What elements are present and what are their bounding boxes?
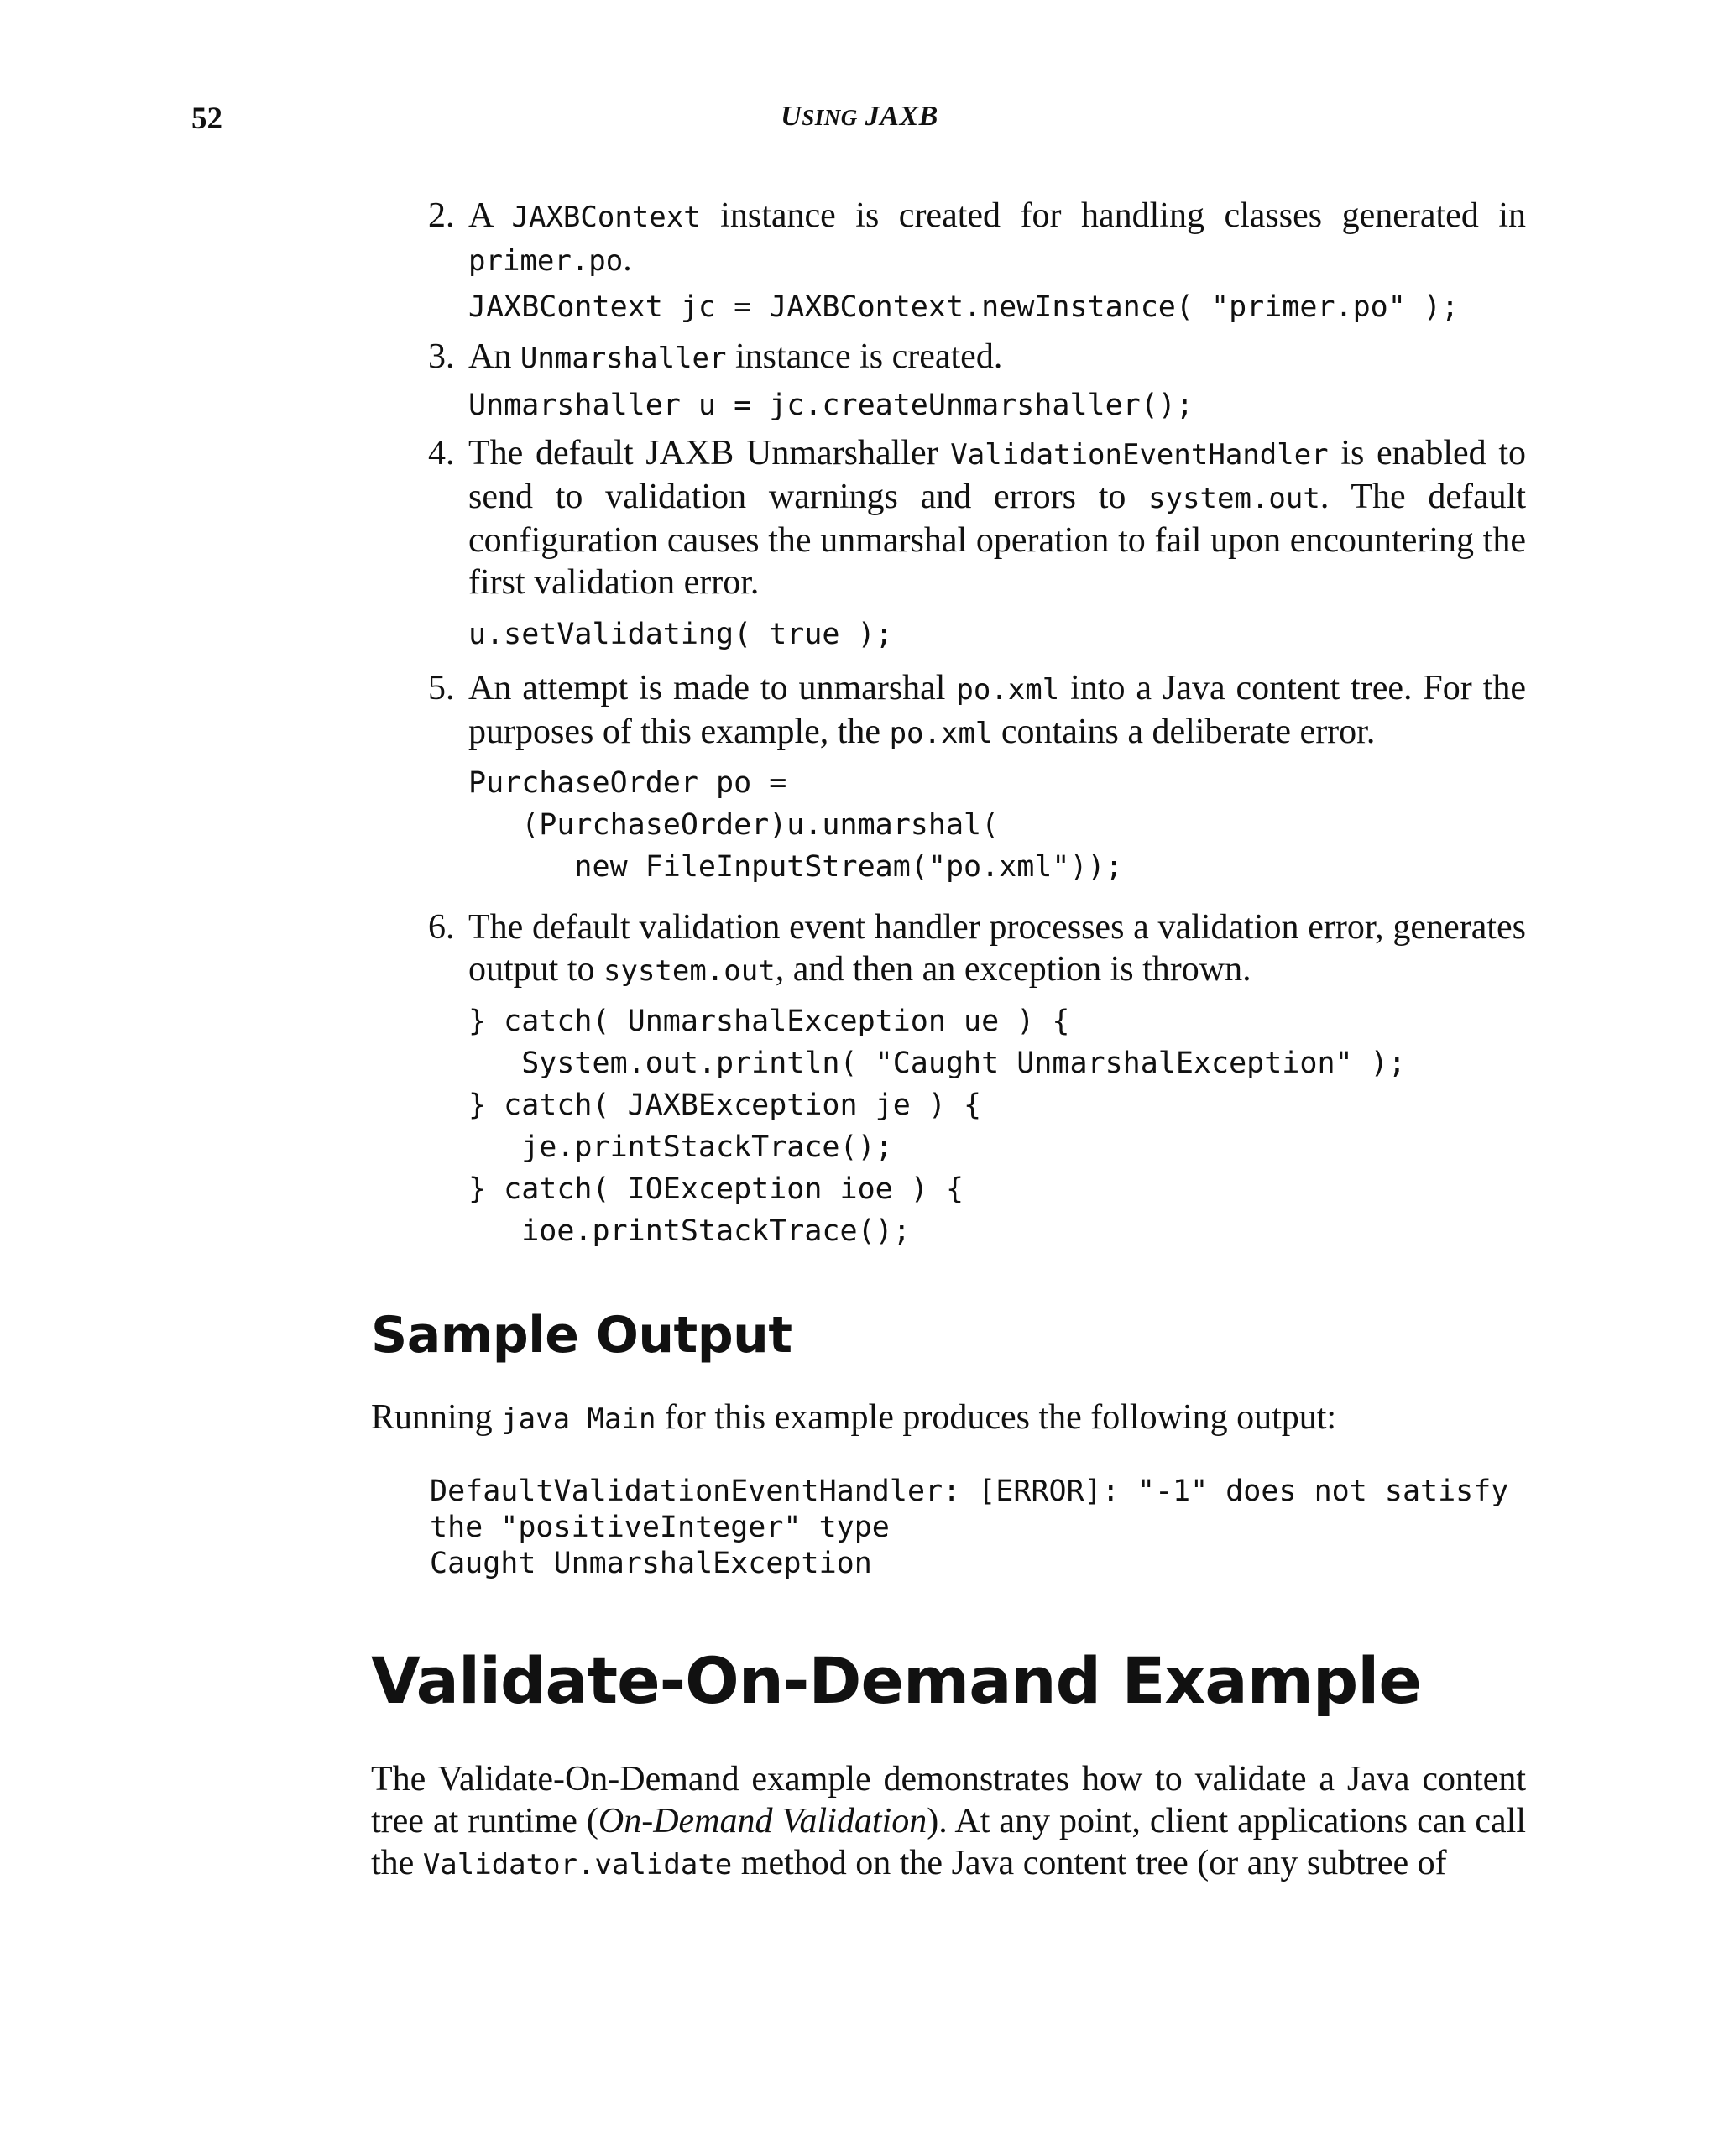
step-text xyxy=(468,667,1526,754)
step-text xyxy=(468,195,1526,282)
text-run: for this example produces the following output: xyxy=(656,1398,1337,1437)
inline-code: java Main xyxy=(501,1402,656,1436)
step-text xyxy=(468,432,1526,603)
inline-code: po.xml xyxy=(956,673,1060,707)
running-head-small-caps: USING xyxy=(781,101,858,132)
text-run: The Validate-On-Demand example demonstrates how to validate a Java content tree at runtime ( xyxy=(371,1760,1526,1840)
code-block-step-4: u.setValidating( true ); xyxy=(468,618,893,651)
step-5 xyxy=(428,667,1526,754)
text-run: An attempt is made to unmarshal xyxy=(468,669,957,707)
inline-code: ValidationEventHandler xyxy=(950,438,1329,472)
inline-code: primer.po xyxy=(468,244,624,278)
running-head-rest: JAXB xyxy=(865,101,938,132)
validate-paragraph xyxy=(371,1758,1526,1886)
step-3 xyxy=(428,336,1526,379)
text-run: method on the Java content tree (or any subtree of xyxy=(732,1844,1447,1882)
text-run: instance is created for handling classes generated in xyxy=(700,196,1526,235)
step-number: 6. xyxy=(428,908,455,947)
inline-code: system.out xyxy=(603,954,776,988)
inline-code: system.out xyxy=(1148,482,1320,515)
step-number: 5. xyxy=(428,669,455,707)
inline-code: Unmarshaller xyxy=(520,342,727,375)
step-text xyxy=(468,336,1526,379)
inline-code: Validator.validate xyxy=(422,1848,733,1882)
sample-output-block: DefaultValidationEventHandler: [ERROR]: "-1" does not satisfy the "positiveInteger" type Caught UnmarshalException xyxy=(430,1475,1509,1580)
text-run: . The default configuration causes the unmarshal operation to fail upon encountering the first validation error. xyxy=(468,478,1526,602)
emphasis: On-Demand Validation xyxy=(598,1802,927,1840)
text-run: The default validation event handler processes a validation error, generates output to xyxy=(468,908,1526,989)
text-run: into a Java content tree. For the purposes of this example, the xyxy=(468,669,1526,751)
inline-code: JAXBContext xyxy=(511,201,701,234)
section-heading-validate-on-demand: Validate-On-Demand Example xyxy=(371,1643,1421,1718)
text-run: Running xyxy=(371,1398,502,1437)
text-run: A xyxy=(468,196,512,235)
code-block-step-5: PurchaseOrder po = (PurchaseOrder)u.unmarshal( new FileInputStream("po.xml")); xyxy=(468,766,1123,884)
text-run: is enabled to send to validation warnings and errors to xyxy=(468,434,1526,516)
step-number: 4. xyxy=(428,434,455,472)
text-run: An xyxy=(468,337,520,376)
code-block-step-6: } catch( UnmarshalException ue ) { System.out.println( "Caught UnmarshalException" ); } catch( JAXBException je ) { je.printStackTrace(); } catch( IOException ioe ) { ioe.printStackTrace(); xyxy=(468,1005,1406,1248)
running-head xyxy=(0,101,1719,133)
sample-output-paragraph xyxy=(371,1396,1526,1440)
text-run: contains a deliberate error. xyxy=(992,713,1376,751)
step-text xyxy=(468,906,1526,992)
code-block-step-2: JAXBContext jc = JAXBContext.newInstance( "primer.po" ); xyxy=(468,290,1460,324)
page-number: 52 xyxy=(191,102,222,136)
text-run: instance is created. xyxy=(726,337,1003,376)
inline-code: po.xml xyxy=(889,717,993,750)
text-run: . xyxy=(623,240,632,279)
step-4 xyxy=(428,432,1526,603)
text-run: ). At any point, client applications can call the xyxy=(371,1802,1527,1882)
step-number: 2. xyxy=(428,196,455,235)
step-6 xyxy=(428,906,1526,992)
text-run: The default JAXB Unmarshaller xyxy=(468,434,951,472)
section-heading-sample-output: Sample Output xyxy=(371,1306,792,1365)
step-number: 3. xyxy=(428,337,455,376)
running-head-initial: U xyxy=(781,101,802,132)
code-block-step-3: Unmarshaller u = jc.createUnmarshaller(); xyxy=(468,389,1194,422)
text-run: , and then an exception is thrown. xyxy=(775,950,1251,989)
step-2 xyxy=(428,195,1526,282)
